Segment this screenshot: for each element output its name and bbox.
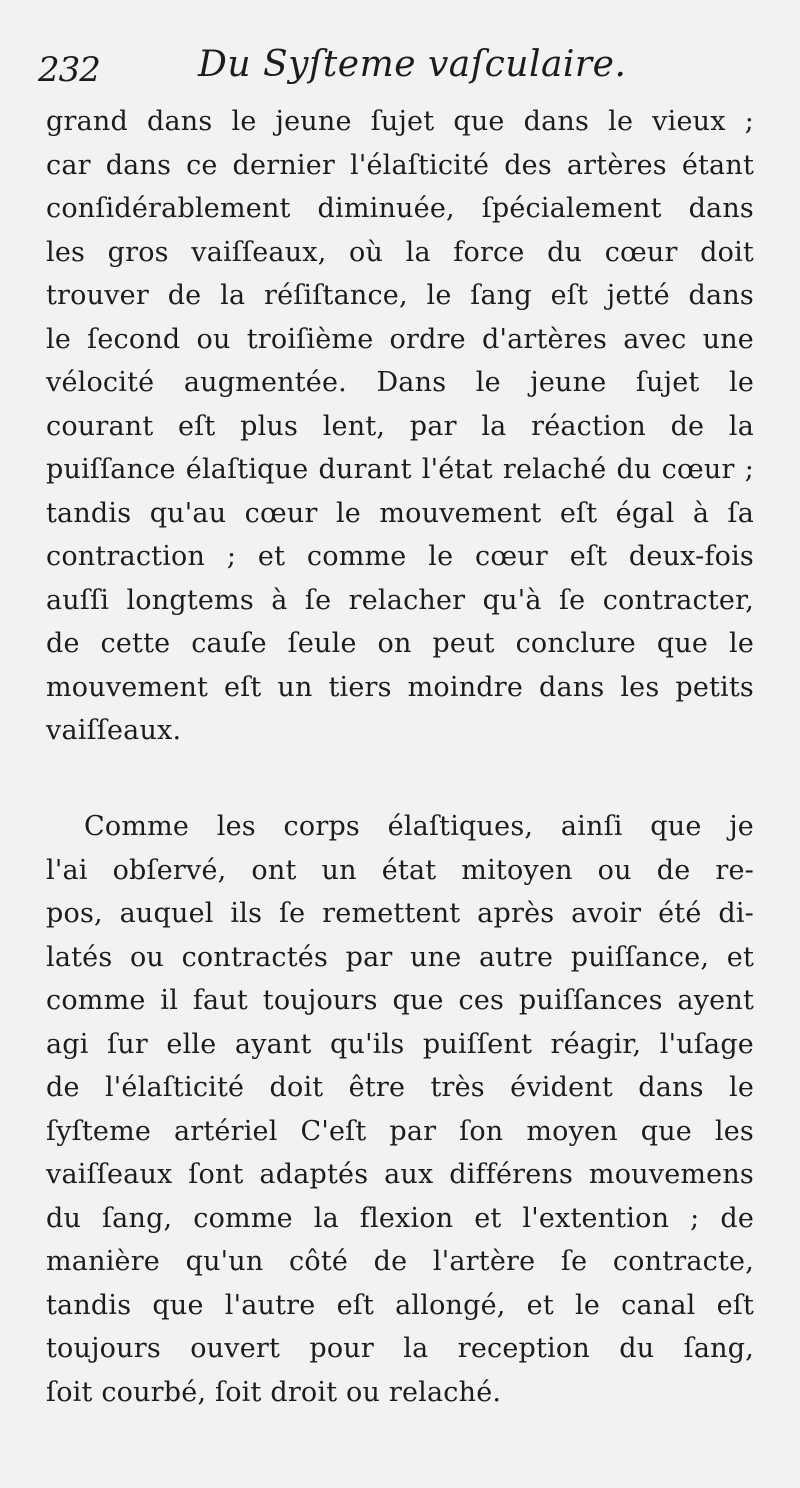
- text-line: de cette cauſe ſeule on peut conclure que le: [46, 628, 754, 659]
- text-line: vaiſſeaux.: [46, 715, 182, 746]
- text-line: pos, auquel ils ſe remettent après avoir été di-: [46, 898, 754, 929]
- text-line: grand dans le jeune ſujet que dans le vieux ;: [46, 106, 754, 137]
- text-line: tandis que l'autre eſt allongé, et le canal eſt: [46, 1289, 754, 1321]
- text-line: puiſſance élaſtique durant l'état relaché du cœur ;: [46, 454, 754, 485]
- text-line: les gros vaiſſeaux, où la force du cœur doit: [46, 236, 754, 268]
- text-line: manière qu'un côté de l'artère ſe contracte,: [46, 1246, 754, 1277]
- text-line: vaiſſeaux ſont adaptés aux différens mouvemens: [46, 1159, 754, 1190]
- paragraph-2: [46, 805, 754, 1414]
- text-line: de l'élaſticité doit être très évident dans le: [46, 1072, 754, 1103]
- text-line: du ſang, comme la flexion et l'extention ; de: [46, 1202, 754, 1234]
- text-line: tandis qu'au cœur le mouvement eſt égal à ſa: [46, 497, 754, 529]
- text-line: agi ſur elle ayant qu'ils puiſſent réagir, l'uſage: [46, 1028, 754, 1060]
- running-head: [38, 44, 778, 94]
- text-line: trouver de la réſiſtance, le ſang eſt jetté dans: [46, 280, 754, 311]
- page-number: 232: [38, 50, 100, 90]
- text-line: ſyſteme artériel C'eſt par ſon moyen que les: [46, 1115, 754, 1147]
- text-line: courant eſt plus lent, par la réaction de la: [46, 410, 754, 442]
- paragraph-1: [46, 100, 754, 753]
- text-line: toujours ouvert pour la reception du ſang,: [46, 1333, 754, 1364]
- text-line: mouvement eſt un tiers moindre dans les petits: [46, 671, 754, 703]
- text-line: l'ai obſervé, ont un état mitoyen ou de re-: [46, 854, 754, 886]
- text-line: conſidérablement diminuée, ſpécialement dans: [46, 193, 754, 224]
- text-line: contraction ; et comme le cœur eſt deux-fois: [46, 541, 754, 572]
- text-line: comme il faut toujours que ces puiſſances ayent: [46, 985, 754, 1016]
- text-line: latés ou contractés par une autre puiſſance, et: [46, 941, 754, 973]
- text-line: vélocité augmentée. Dans le jeune ſujet le: [46, 367, 754, 398]
- text-line: le ſecond ou troiſième ordre d'artères avec une: [46, 323, 754, 355]
- running-head-title: Du Syſteme vaſculaire.: [198, 44, 627, 85]
- text-line: ſoit courbé, ſoit droit ou relaché.: [46, 1376, 502, 1408]
- text-line: auſſi longtems à ſe relacher qu'à ſe contracter,: [46, 584, 754, 616]
- text-line: car dans ce dernier l'élaſticité des artères étant: [46, 149, 754, 181]
- text-line: Comme les corps élaſtiques, ainſi que je: [84, 811, 754, 842]
